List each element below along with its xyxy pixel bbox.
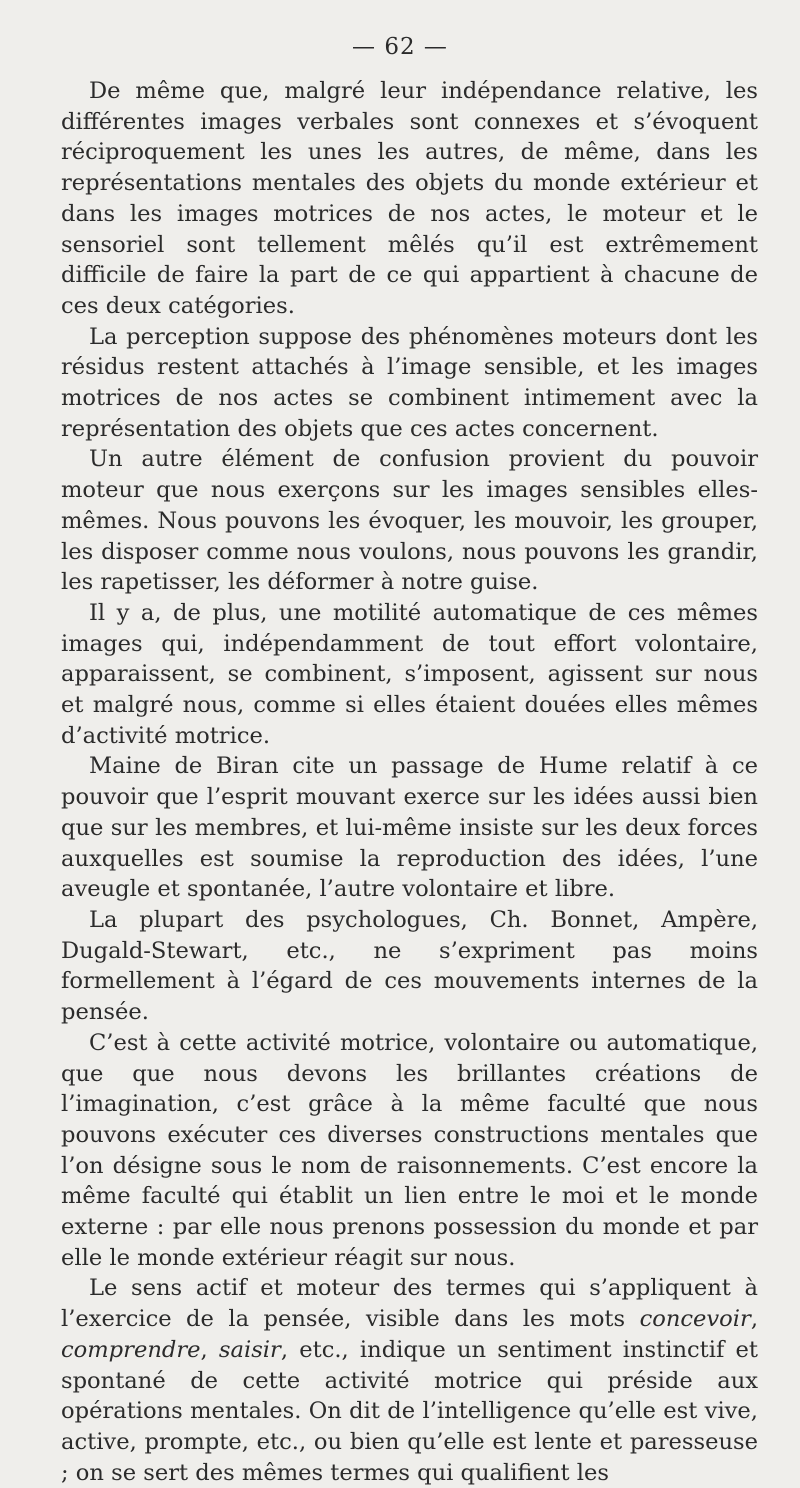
paragraph-2: La perception suppose des phénomènes moteurs dont les résidus restent attachés à l’image sensible, et les images motrices de nos actes se combinent intimement avec la représentation des objets que ces actes concernent. (61, 323, 758, 442)
separator: , (750, 1306, 758, 1333)
separator: , (200, 1336, 219, 1363)
paragraph-4: Il y a, de plus, une motilité automatique de ces mêmes images qui, indépendamment de tout effort volontaire, apparaissent, se combinent, s’imposent, agissent sur nous et malgré nous, comme si elles étaient douées elles mêmes d’activité motrice. (61, 599, 758, 749)
paragraph-7: C’est à cette activité motrice, volontaire ou automatique, que que nous devons les brillantes créations de l’imagination, c’est grâce à la même faculté que nous pouvons exécuter ces diverses constructions mentales que l’on désigne sous le nom de raisonnements. C’est encore la même faculté qui établit un lien entre le moi et le monde externe : par elle nous prenons possession du monde et par elle le monde extérieur réagit sur nous. (61, 1029, 758, 1271)
paragraph-3: Un autre élément de confusion provient du pouvoir moteur que nous exerçons sur les images sensibles elles-mêmes. Nous pouvons les évoquer, les mouvoir, les grouper, les disposer comme nous voulons, nous pouvons les grandir, les rapetisser, les déformer à notre guise. (61, 446, 758, 596)
paragraph-5: Maine de Biran cite un passage de Hume relatif à ce pouvoir que l’esprit mouvant exerce sur les idées aussi bien que sur les membres, et lui-même insiste sur les deux forces auxquelles est soumise la reproduction des idées, l’une aveugle et spontanée, l’autre volontaire et libre. (61, 753, 758, 903)
body-text (61, 76, 758, 1488)
paragraph-6: La plupart des psychologues, Ch. Bonnet, Ampère, Dugald-Stewart, etc., ne s’expriment pas moins formellement à l’égard de ces mouvements internes de la pensée. (61, 906, 758, 1026)
italic-word-comprendre: comprendre (61, 1336, 201, 1363)
italic-word-saisir: saisir (218, 1336, 281, 1363)
paragraph-1: De même que, malgré leur indépendance relative, les différentes images verbales sont connexes et s’évoquent réciproquement les unes les autres, de même, dans les représentations mentales des objets du monde extérieur et dans les images motrices de nos actes, le moteur et le sensoriel sont tellement mêlés qu’il est extrêmement difficile de faire la part de ce qui appartient à chacune de ces deux catégories. (61, 78, 758, 319)
italic-word-concevoir: concevoir (639, 1306, 751, 1333)
paragraph-8-text-start: Le sens actif et moteur des termes qui s’appliquent à l’exercice de la pensée, visible dans les mots (61, 1275, 758, 1333)
paragraph-8-text-end: , etc., indique un sentiment instinctif et spontané de cette activité motrice qui préside aux opérations mentales. On dit de l’intelligence qu’elle est vive, active, prompte, etc., ou bien qu’elle est lente et paresseuse ; on se sert des mêmes termes qui qualifient les (61, 1336, 758, 1486)
paragraph-8 (61, 1273, 758, 1488)
page-number: — 62 — (352, 34, 448, 60)
